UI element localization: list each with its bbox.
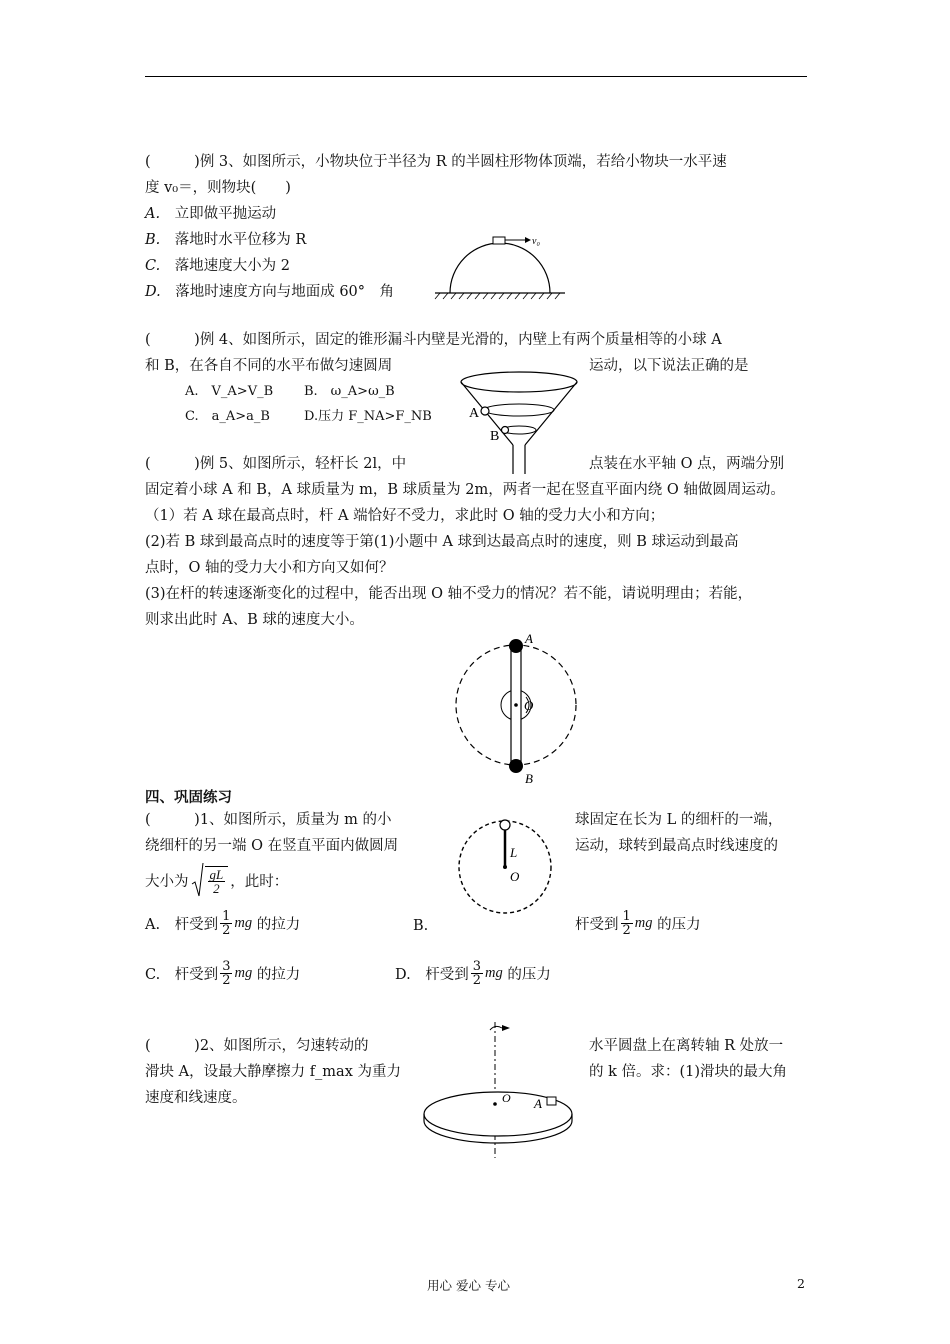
p1-option-c: [145, 960, 300, 987]
mg: mg: [634, 915, 653, 931]
option-text: C. 杆受到: [145, 967, 219, 983]
mg: mg: [234, 915, 253, 931]
mg: mg: [485, 965, 503, 981]
ball-a-label: A: [469, 406, 480, 421]
option-text: A. 杆受到: [145, 917, 219, 933]
p1-line2b: 运动，球转到最高点时线速度的: [575, 838, 778, 854]
p2-line2b: 的 k 倍。求：(1)滑块的最大角: [589, 1064, 788, 1080]
p1-line1b: 球固定在长为 L 的细杆的一端，: [575, 812, 783, 828]
option-text: 立即做平抛运动: [174, 206, 277, 222]
center-o-label: O: [502, 1091, 511, 1105]
ex5-line1b: 点装在水平轴 O 点，两端分别: [589, 456, 785, 472]
ex4-line2b: 运动，以下说法正确的是: [589, 358, 749, 374]
funnel-figure: [455, 370, 585, 475]
option-text: 落地时速度方向与地面成 60° 角: [175, 284, 395, 300]
ex4-option-b: B. ω_A>ω_B: [304, 384, 395, 399]
option-label: B.: [145, 232, 161, 248]
frac-num: 1: [222, 909, 231, 924]
ex3-line2: 度 v₀＝，则物块( ): [145, 180, 291, 196]
point-b-label: B: [525, 771, 533, 786]
ex5-q3a: (3)在杆的转速逐渐变化的过程中，能否出现 O 轴不受力的情况？若不能，请说明理由；若能，: [145, 586, 753, 602]
p1-line1a: ( )1、如图所示，质量为 m 的小: [145, 812, 392, 828]
frac-den: 2: [472, 973, 481, 988]
p1-line3: [145, 862, 288, 898]
ex3-option-b: [145, 228, 306, 249]
p2-line3: 速度和线速度。: [145, 1090, 247, 1106]
ex4-option-a: A. V_A>V_B: [185, 384, 274, 399]
option-label: C.: [145, 258, 161, 274]
p2-line1b: 水平圆盘上在离转轴 R 处放一: [589, 1038, 784, 1054]
sqrt-denominator: 2: [213, 880, 220, 896]
sqrt-expression: [191, 862, 231, 898]
axis-o-label: O: [510, 869, 520, 884]
ex3-line1: ( )例 3、如图所示，小物块位于半径为 R 的半圆柱形物体顶端，若给小物块一水平速: [145, 154, 727, 170]
footer-motto: 用心 爱心 专心: [427, 1278, 510, 1293]
option-text: 落地速度大小为 2: [174, 258, 291, 274]
ex4-option-c: C. a_A>a_B: [185, 409, 270, 424]
p1-option-d: [395, 960, 551, 987]
ex5-q3b: 则求出此时 A、B 球的速度大小。: [145, 612, 364, 628]
stick-circle-figure: [450, 815, 560, 915]
mg: mg: [234, 965, 253, 981]
ex4-line2a: 和 B，在各自不同的水平布做匀速圆周: [145, 358, 393, 374]
p1-line3-tail: ，此时：: [230, 873, 289, 890]
p1-line3-text: 大小为: [145, 873, 189, 890]
ex5-line2: 固定着小球 A 和 B，A 球质量为 m，B 球质量为 2m，两者一起在竖直平面内绕 O 轴做圆周运动。: [145, 482, 785, 498]
option-text: 的拉力: [256, 967, 301, 983]
section-title: 四、巩固练习: [145, 789, 232, 806]
ball-b-label: B: [490, 429, 500, 444]
ex4-option-d: D.压力 F_NA>F_NB: [304, 409, 432, 424]
ex3-option-a: [145, 202, 276, 223]
option-text: 的压力: [507, 967, 551, 983]
option-label: D.: [145, 284, 161, 300]
hemisphere-figure: [430, 228, 570, 303]
v0-label: v₀: [532, 236, 540, 247]
p1-option-b-label: B.: [413, 918, 429, 934]
frac-den: 2: [222, 923, 231, 938]
option-text: 的拉力: [256, 917, 301, 933]
block-a-label: A: [534, 1096, 542, 1111]
p1-option-b: [575, 910, 701, 937]
sqrt-numerator: gL: [209, 866, 224, 882]
ex3-option-d: [145, 280, 394, 301]
ex5-q2b: 点时，O 轴的受力大小和方向又如何？: [145, 560, 394, 576]
p2-line2a: 滑块 A，设最大静摩擦力 f_max 为重力: [145, 1064, 401, 1080]
p1-line2a: 绕细杆的另一端 O 在竖直平面内做圆周: [145, 838, 399, 854]
point-a-label: A: [525, 631, 533, 646]
ex4-line1: ( )例 4、如图所示，固定的锥形漏斗内壁是光滑的，内壁上有两个质量相等的小球 A: [145, 332, 722, 348]
option-text: D. 杆受到: [395, 967, 469, 983]
p1-option-a: [145, 910, 300, 937]
ex5-q2a: (2)若 B 球到最高点时的速度等于第(1)小题中 A 球到达最高点时的速度，则 B 球运动到最高: [145, 534, 739, 550]
turntable-figure: [420, 1020, 580, 1160]
option-text: 落地时水平位移为 R: [174, 232, 307, 248]
frac-num: 3: [472, 959, 481, 974]
ex5-q1: （1）若 A 球在最高点时，杆 A 端恰好不受力，求此时 O 轴的受力大小和方向；: [145, 508, 665, 524]
length-l-label: L: [510, 845, 518, 860]
ex5-line1a: ( )例 5、如图所示，轻杆长 2l，中: [145, 456, 407, 472]
option-text: 的压力: [657, 917, 701, 933]
frac-den: 2: [622, 923, 631, 938]
rod-figure: [450, 631, 585, 786]
option-label: A.: [145, 206, 161, 222]
ex3-option-c: [145, 254, 290, 275]
axis-o-label: O: [524, 698, 534, 713]
page-number: 2: [797, 1276, 805, 1291]
p2-line1a: ( )2、如图所示，匀速转动的: [145, 1038, 369, 1054]
frac-num: 3: [222, 959, 231, 974]
header-rule: [145, 76, 807, 77]
frac-num: 1: [622, 909, 631, 924]
frac-den: 2: [222, 973, 231, 988]
option-text: 杆受到: [575, 917, 619, 933]
